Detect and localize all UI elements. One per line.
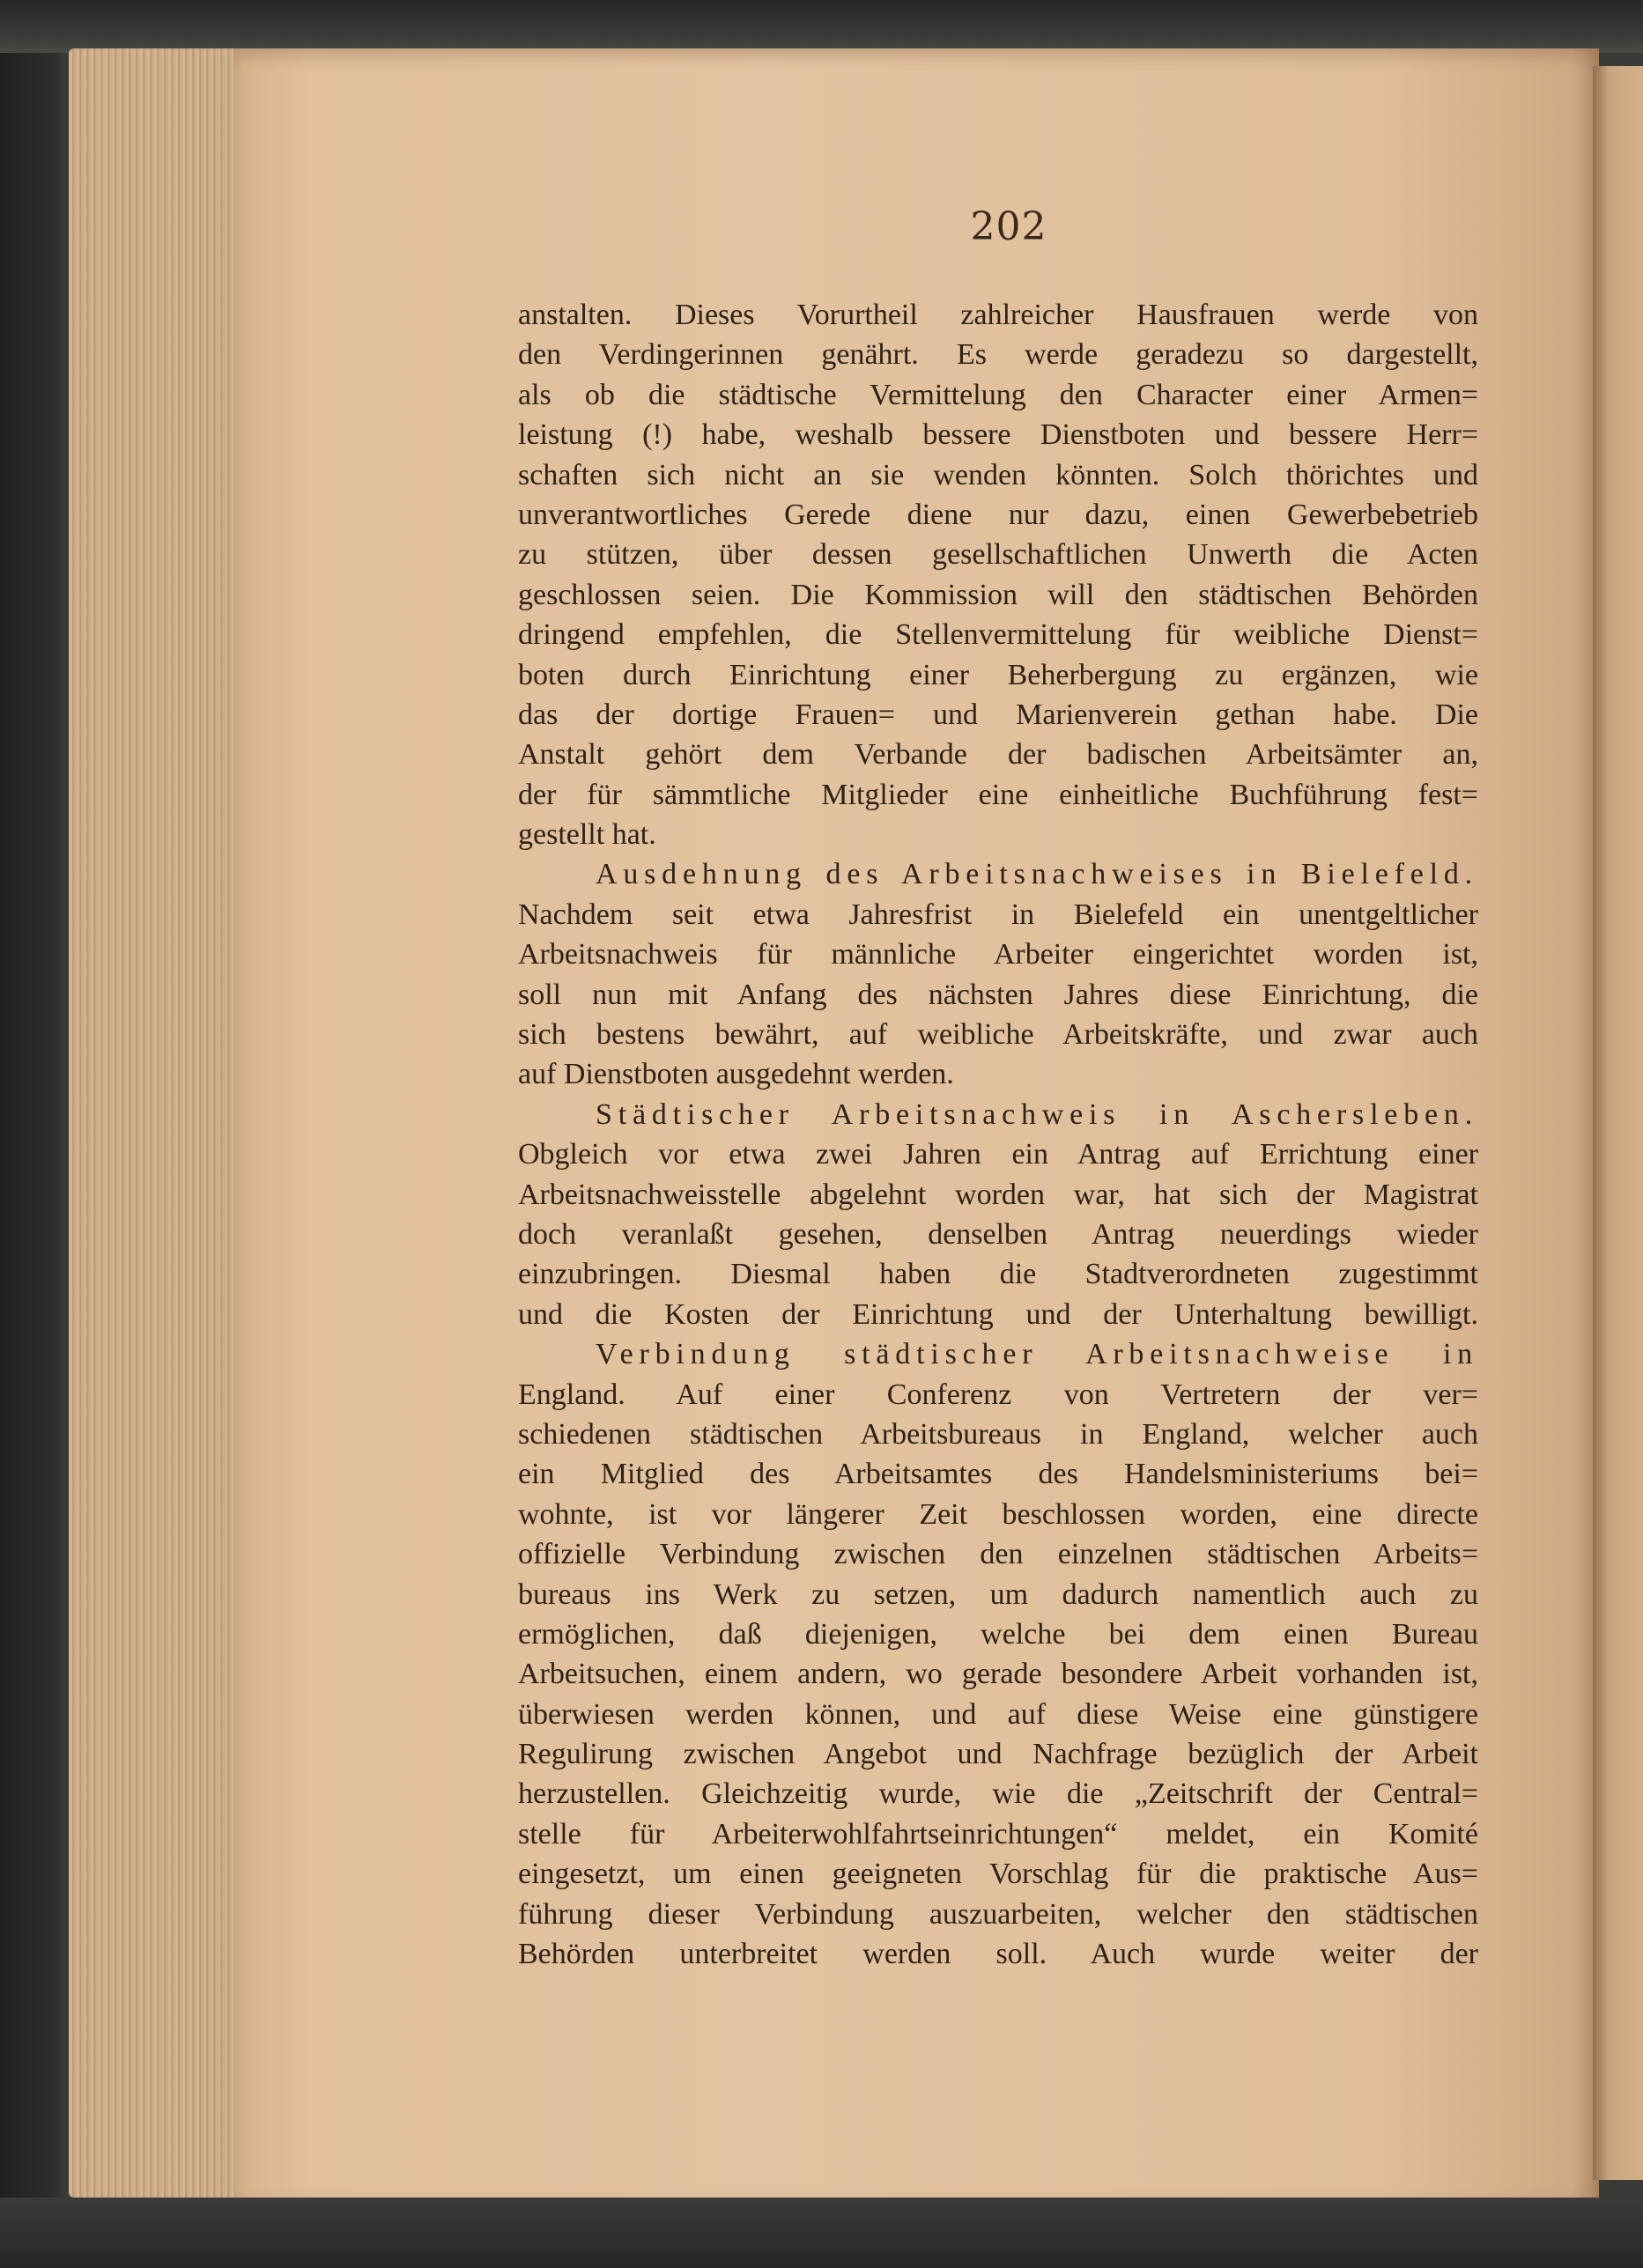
text-line: überwiesen werden können, und auf diese Weise eine günstigere (518, 1697, 1478, 1731)
text-line: unverantwortliches Gerede diene nur dazu, einen Gewerbebetrieb (518, 498, 1478, 531)
text-line: Regulirung zwischen Angebot und Nachfrage bezüglich der Arbeit (518, 1738, 1478, 1771)
book-cover-top-edge (0, 0, 1643, 53)
page-number: 202 (970, 204, 1047, 249)
text-line: ein Mitglied des Arbeitsamtes des Handelsministeriums bei= (518, 1458, 1478, 1491)
text-line: leistung (!) habe, weshalb bessere Dienstboten und bessere Herr= (518, 418, 1478, 452)
text-line: anstalten. Dieses Vorurtheil zahlreicher Hausfrauen werde von (518, 299, 1478, 331)
text-line: den Verdingerinnen genährt. Es werde geradezu so dargestellt, (518, 338, 1478, 372)
section-heading-line: Verbindung städtischer Arbeitsnachweise in (596, 1338, 1478, 1371)
text-line: Arbeitsnachweis für männliche Arbeiter eingerichtet worden ist, (518, 938, 1478, 971)
text-line: Nachdem seit etwa Jahresfrist in Bielefeld ein unentgeltlicher (518, 898, 1478, 931)
body-text (518, 295, 1478, 1974)
text-line: sich bestens bewährt, auf weibliche Arbeitskräfte, und zwar auch (518, 1018, 1478, 1052)
text-line: der für sämmtliche Mitglieder eine einheitliche Buchführung fest= (518, 778, 1478, 811)
text-line: und die Kosten der Einrichtung und der Unterhaltung bewilligt. (518, 1297, 1478, 1331)
section-heading-line: Ausdehnung des Arbeitsnachweises in Bielefeld. (596, 858, 1478, 891)
text-line: ermöglichen, daß diejenigen, welche bei dem einen Bureau (518, 1617, 1478, 1651)
text-line: auf Dienstboten ausgedehnt werden. (518, 1058, 954, 1091)
text-line: zu stützen, über dessen gesellschaftlichen Unwerth die Acten (518, 538, 1478, 572)
book-cover-bottom-edge (0, 2198, 1643, 2268)
text-line: boten durch Einrichtung einer Beherbergung zu ergänzen, wie (518, 658, 1478, 691)
text-line: herzustellen. Gleichzeitig wurde, wie die „Zeitschrift der Central= (518, 1777, 1478, 1811)
text-line: stelle für Arbeiterwohlfahrtseinrichtungen“ meldet, ein Komité (518, 1817, 1478, 1851)
text-line: einzubringen. Diesmal haben die Stadtverordneten zugestimmt (518, 1258, 1478, 1291)
text-line: führung dieser Verbindung auszuarbeiten, welcher den städtischen (518, 1897, 1478, 1931)
facing-page-edge (1593, 66, 1643, 2180)
section-heading-line: Städtischer Arbeitsnachweis in Aschersleben. (596, 1097, 1478, 1131)
text-line: soll nun mit Anfang des nächsten Jahres diese Einrichtung, die (518, 978, 1478, 1011)
text-line: Arbeitsuchen, einem andern, wo gerade besondere Arbeit vorhanden ist, (518, 1658, 1478, 1691)
text-line: dringend empfehlen, die Stellenvermittelung für weibliche Dienst= (518, 618, 1478, 652)
text-line: das der dortige Frauen= und Marienverein gethan habe. Die (518, 698, 1478, 731)
text-line: Obgleich vor etwa zwei Jahren ein Antrag auf Errichtung einer (518, 1138, 1478, 1171)
text-line: Behörden unterbreitet werden soll. Auch wurde weiter der (518, 1938, 1478, 1971)
text-line: bureaus ins Werk zu setzen, um dadurch namentlich auch zu (518, 1577, 1478, 1611)
text-line: Arbeitsnachweisstelle abgelehnt worden war, hat sich der Magistrat (518, 1178, 1478, 1211)
text-line: gestellt hat. (518, 818, 656, 852)
text-line: wohnte, ist vor längerer Zeit beschlossen worden, eine directe (518, 1497, 1478, 1531)
text-line: England. Auf einer Conferenz von Vertretern der ver= (518, 1378, 1478, 1411)
text-line: geschlossen seien. Die Kommission will den städtischen Behörden (518, 578, 1478, 611)
text-line: Anstalt gehört dem Verbande der badischen Arbeitsämter an, (518, 738, 1478, 772)
text-line: schaften sich nicht an sie wenden könnten. Solch thörichtes und (518, 458, 1478, 491)
text-line: doch veranlaßt gesehen, denselben Antrag neuerdings wieder (518, 1217, 1478, 1251)
text-line: als ob die städtische Vermittelung den Character einer Armen= (518, 378, 1478, 411)
text-line: schiedenen städtischen Arbeitsbureaus in England, welcher auch (518, 1417, 1478, 1451)
text-line: offizielle Verbindung zwischen den einzelnen städtischen Arbeits= (518, 1538, 1478, 1571)
text-line: eingesetzt, um einen geeigneten Vorschlag für die praktische Aus= (518, 1858, 1478, 1891)
